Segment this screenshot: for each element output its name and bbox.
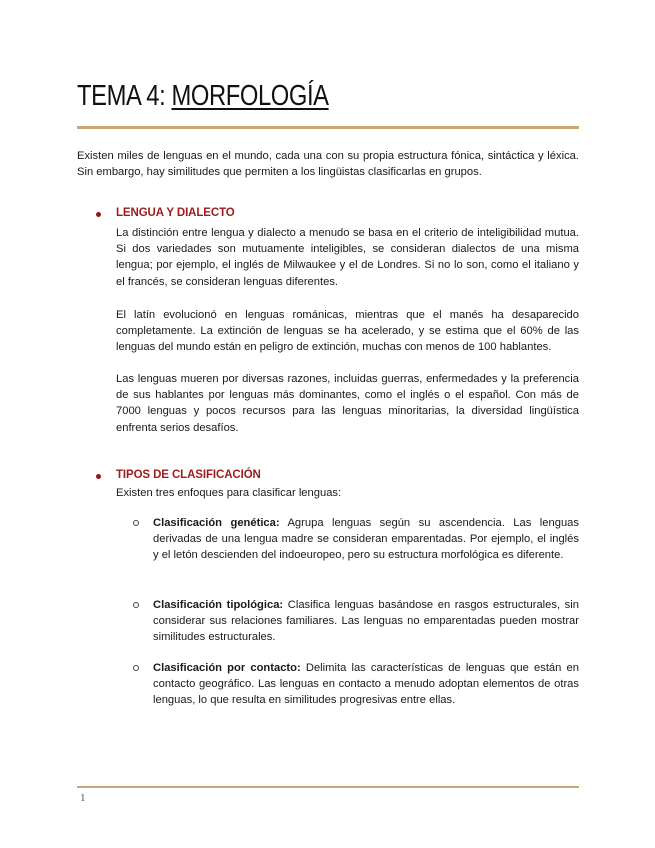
- list-item-text: [153, 597, 579, 646]
- list-item-term: Clasificación tipológica:: [153, 599, 284, 611]
- section-paragraph: La distinción entre lengua y dialecto a menudo se basa en el criterio de inteligibilidad mutua. Si dos variedades son mutuamente inteligibles, se consideran dialectos de una misma lengua; por ejemplo, el inglés de Milwaukee y el de Londres. Si no lo son, como el italiano y el francés, se consideran lenguas diferentes.: [116, 227, 579, 288]
- bullet-icon: [96, 474, 101, 479]
- list-item-description: Clasifica lenguas basándose en rasgos estructurales, sin considerar sus relaciones familiares. Las lenguas no emparentadas pueden mostrar similitudes estructurales.: [153, 599, 579, 644]
- page-title: [77, 80, 329, 113]
- bullet-icon: [96, 212, 101, 217]
- page-number: 1: [80, 792, 86, 804]
- header-divider: [77, 126, 579, 129]
- title-prefix: TEMA 4:: [77, 80, 172, 112]
- title-main: MORFOLOGÍA: [171, 80, 329, 112]
- list-item-term: Clasificación por contacto:: [153, 662, 301, 674]
- hollow-bullet-icon: [133, 665, 139, 671]
- intro-paragraph: Existen miles de lenguas en el mundo, cada una con su propia estructura fónica, sintáctica y léxica. Sin embargo, hay similitudes que permiten a los lingüistas clasificarlas en grupos.: [77, 150, 579, 179]
- list-item-text: [153, 515, 579, 564]
- section-intro: Existen tres enfoques para clasificar lenguas:: [116, 487, 342, 499]
- list-item-term: Clasificación genética:: [153, 517, 280, 529]
- list-item-text: [153, 660, 579, 709]
- list-item-description: Delimita las características de lenguas que están en contacto geográfico. Las lenguas en contacto a menudo adoptan elementos de otras lenguas, lo que resulta en similitudes progresivas entre ellas.: [153, 662, 579, 707]
- section-paragraph: Las lenguas mueren por diversas razones, incluidas guerras, enfermedades y la preferencia de sus hablantes por lenguas más dominantes, como el inglés o el español. Con más de 7000 lenguas y pocos recursos para las lenguas minoritarias, la diversidad lingüística enfrenta serios desafíos.: [116, 373, 579, 434]
- hollow-bullet-icon: [133, 520, 139, 526]
- footer-divider: [77, 786, 579, 788]
- section-heading: TIPOS DE CLASIFICACIÓN: [116, 469, 261, 481]
- section-paragraph: El latín evolucionó en lenguas románicas, mientras que el manés ha desaparecido completamente. La extinción de lenguas se ha acelerado, y se estima que el 60% de las lenguas del mundo están en peligro de extinción, muchas con menos de 100 hablantes.: [116, 309, 579, 354]
- hollow-bullet-icon: [133, 602, 139, 608]
- list-item-description: Agrupa lenguas según su ascendencia. Las lenguas derivadas de una lengua madre se consideran emparentadas. Por ejemplo, el inglés y el letón descienden del indoeuropeo, pero su estructura morfológica es diferente.: [153, 517, 579, 562]
- section-heading: LENGUA Y DIALECTO: [116, 207, 235, 219]
